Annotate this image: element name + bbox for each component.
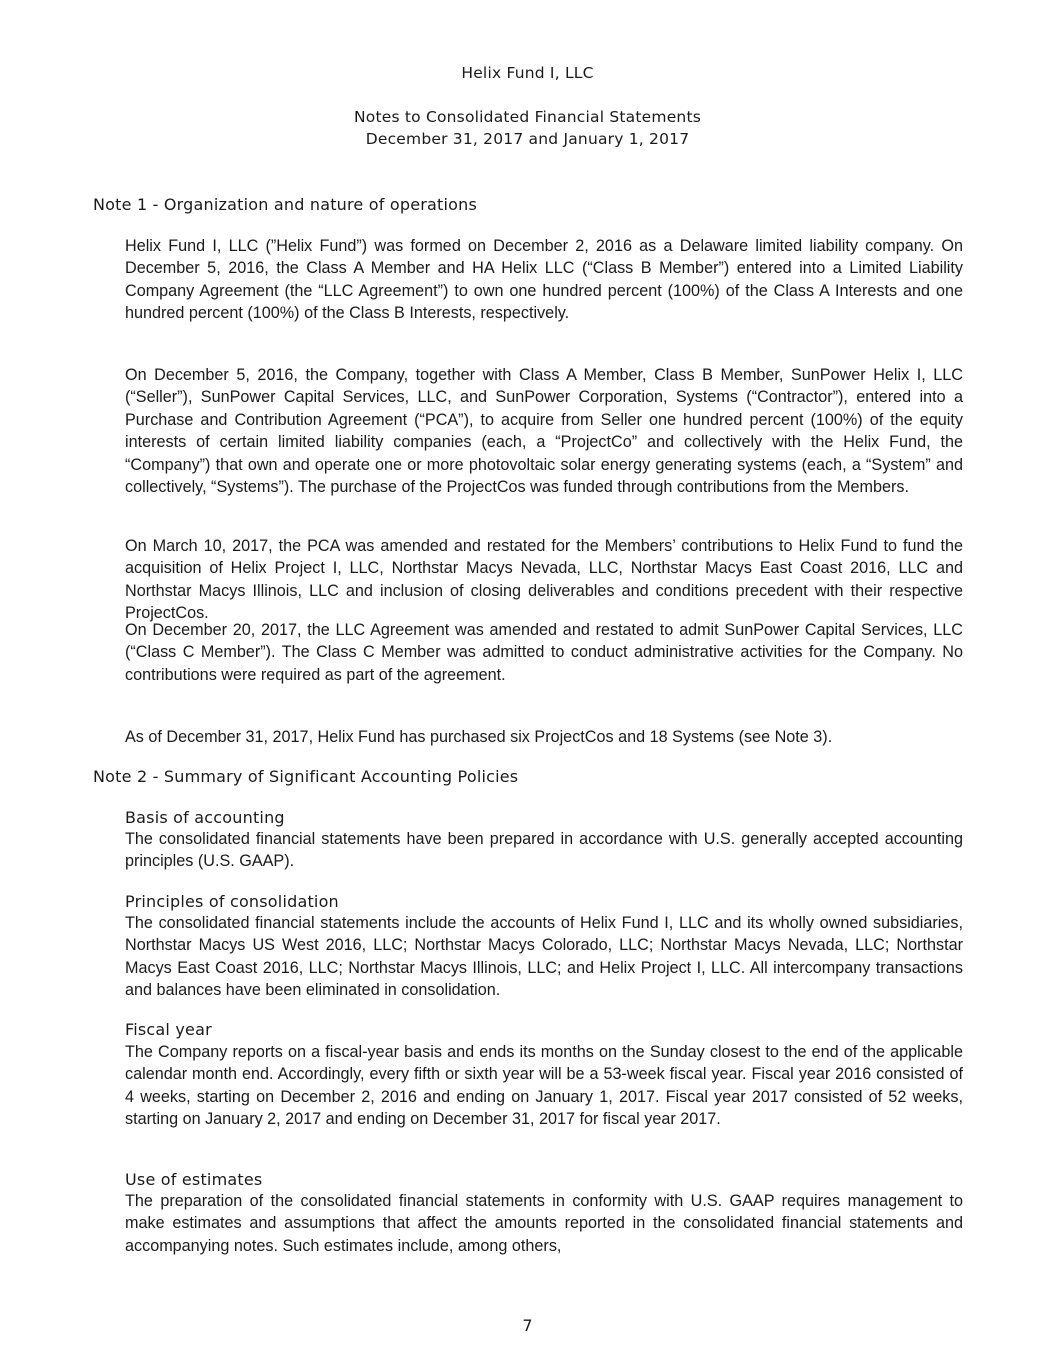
note-1-paragraph-5: As of December 31, 2017, Helix Fund has purchased six ProjectCos and 18 Systems (see Note 3). <box>125 728 833 746</box>
document-title: Notes to Consolidated Financial Statements <box>353 108 702 126</box>
use-of-estimates-heading: Use of estimates <box>125 1170 263 1189</box>
note-1-paragraph-2: On December 5, 2016, the Company, together with Class A Member, Class B Member, SunPower Helix I, LLC (“Seller”), SunPower Capital Services, LLC, and SunPower Corporation, Systems (“Contractor”), entered into a Purchase and Contribution Agreement (“PCA”), to acquire from Seller one hundred percent (100%) of the equity interests of certain limited liability companies (each, a “ProjectCo” and collectively with the Helix Fund, the “Company”) that own and operate one or more photovoltaic solar energy generating systems (each, a “System” and collectively, “Systems”). The purchase of the ProjectCos was funded through contributions from the Members. <box>125 366 963 497</box>
fiscal-year-heading: Fiscal year <box>125 1020 212 1039</box>
basis-of-accounting-heading: Basis of accounting <box>125 808 285 827</box>
fiscal-year-text: The Company reports on a fiscal-year basis and ends its months on the Sunday closest to the end of the applicable calendar month end. Accordingly, every fifth or sixth year will be a 53-week fiscal year. Fiscal year 2016 consisted of 4 weeks, starting on December 2, 2016 and ending on January 1, 2017. Fiscal year 2017 consisted of 52 weeks, starting on January 2, 2017 and ending on December 31, 2017 for fiscal year 2017. <box>125 1043 963 1129</box>
principles-of-consolidation-text: The consolidated financial statements include the accounts of Helix Fund I, LLC and its wholly owned subsidiaries, Northstar Macys US West 2016, LLC; Northstar Macys Colorado, LLC; Northstar Macys Nevada, LLC; Northstar Macys East Coast 2016, LLC; Northstar Macys Illinois, LLC; and Helix Project I, LLC. All intercompany transactions and balances have been eliminated in consolidation. <box>125 914 963 1000</box>
basis-of-accounting-text: The consolidated financial statements have been prepared in accordance with U.S. generally accepted accounting principles (U.S. GAAP). <box>125 830 963 871</box>
note-2-heading: Note 2 - Summary of Significant Accounting Policies <box>93 767 519 786</box>
use-of-estimates-text: The preparation of the consolidated financial statements in conformity with U.S. GAAP requires management to make estimates and assumptions that affect the amounts reported in the consolidated financial statements and accompanying notes. Such estimates include, among others, <box>125 1192 963 1255</box>
note-1-paragraph-4: On December 20, 2017, the LLC Agreement was amended and restated to admit SunPower Capital Services, LLC (“Class C Member”). The Class C Member was admitted to conduct administrative activities for the Company. No contributions were required as part of the agreement. <box>125 621 963 684</box>
note-1-heading: Note 1 - Organization and nature of operations <box>93 195 478 214</box>
page-number: 7 <box>522 1316 533 1335</box>
note-1-paragraph-1: Helix Fund I, LLC (”Helix Fund”) was formed on December 2, 2016 as a Delaware limited liability company. On December 5, 2016, the Class A Member and HA Helix LLC (“Class B Member”) entered into a Limited Liability Company Agreement (the “LLC Agreement”) to own one hundred percent (100%) of the Class A Interests and one hundred percent (100%) of the Class B Interests, respectively. <box>125 237 963 323</box>
document-date: December 31, 2017 and January 1, 2017 <box>365 130 690 148</box>
note-1-paragraph-3: On March 10, 2017, the PCA was amended and restated for the Members’ contributions to Helix Fund to fund the acquisition of Helix Project I, LLC, Northstar Macys Nevada, LLC, Northstar Macys East Coast 2016, LLC and Northstar Macys Illinois, LLC and inclusion of closing deliverables and conditions precedent with their respective ProjectCos. <box>125 537 963 623</box>
company-name: Helix Fund I, LLC <box>461 64 594 82</box>
principles-of-consolidation-heading: Principles of consolidation <box>125 892 339 911</box>
